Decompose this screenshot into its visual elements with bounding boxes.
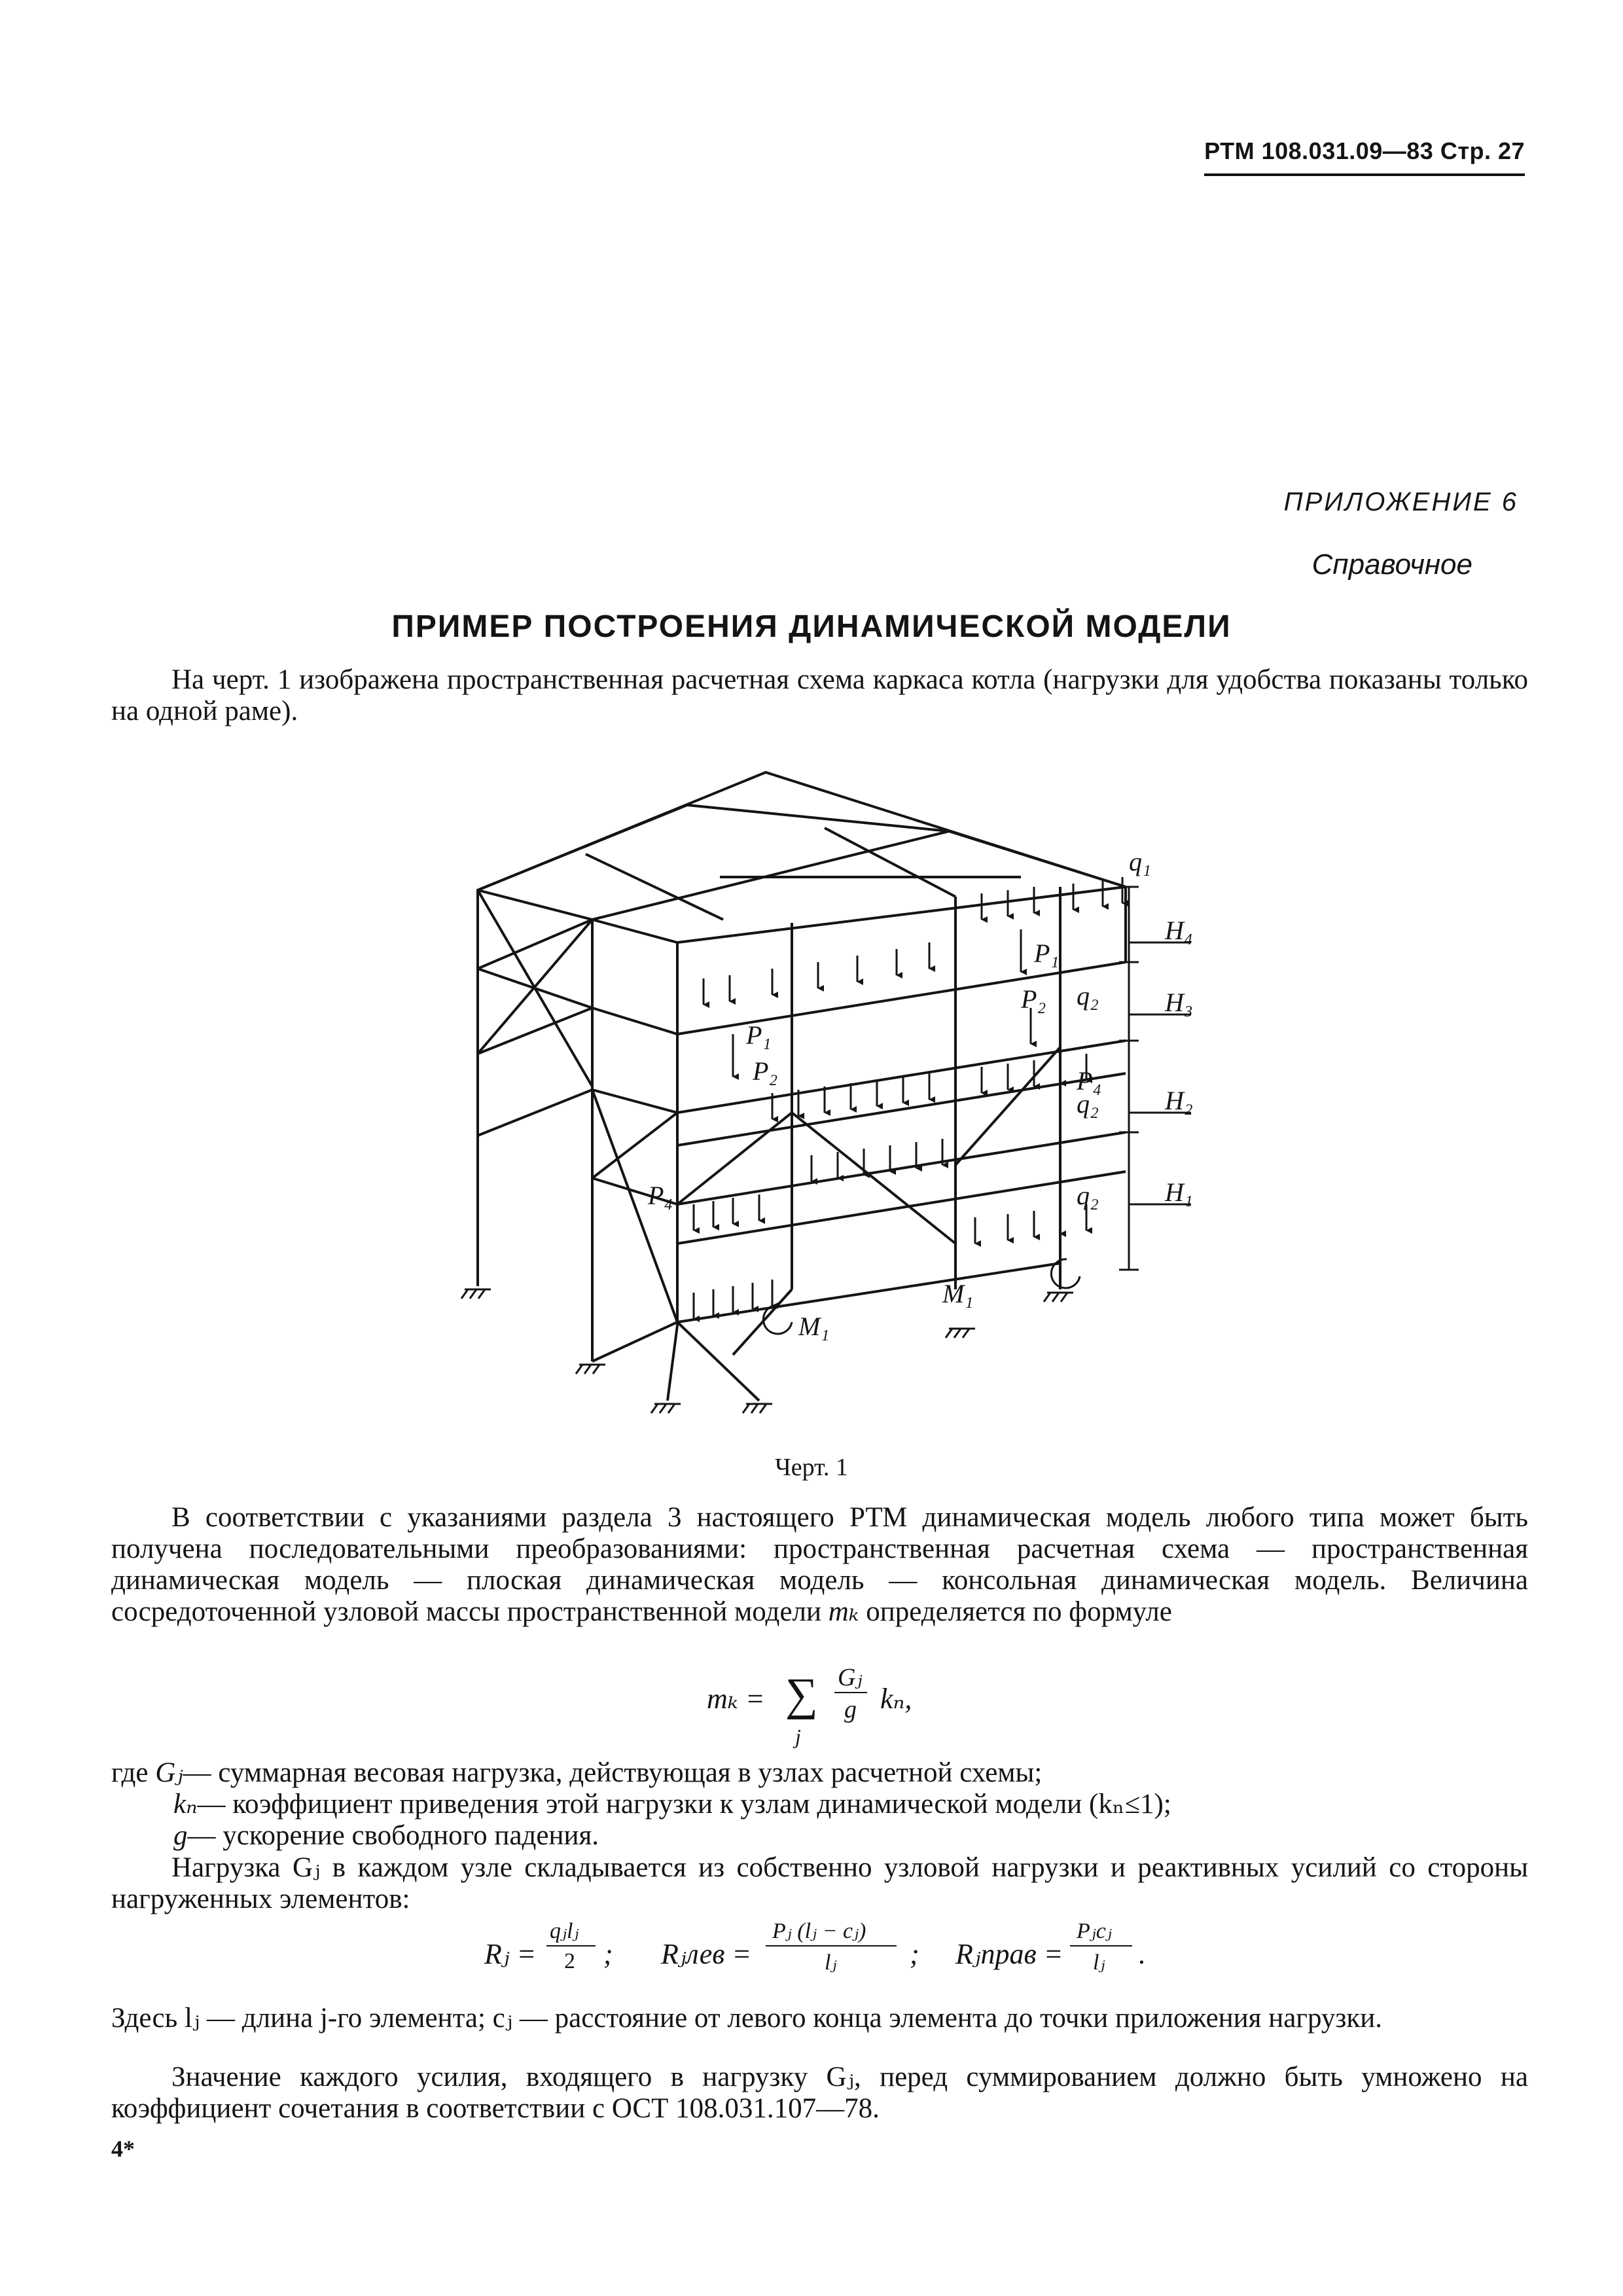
formula2-r2-den: lⱼ (825, 1950, 837, 1975)
label-h3: H₃ (1165, 988, 1193, 1017)
label-p4-right: P₄ (1077, 1066, 1102, 1096)
paragraph-4: Значение каждого усилия, входящего в нагрузку Gⱼ, перед суммированием должно быть умножено на коэффициент сочетания в соответствии с ОСТ 108.031.107—78. (111, 2062, 1528, 2124)
label-m1-left: M₁ (798, 1312, 830, 1341)
definition-symbol: kₙ (173, 1789, 198, 1820)
label-q1: q₁ (1129, 847, 1151, 876)
mass-formula (707, 1664, 969, 1748)
formula1-num: Gⱼ (838, 1664, 863, 1691)
definition-gj (111, 1757, 1528, 1789)
formula2-r2: Rⱼлев = (661, 1938, 752, 1970)
formula2-r1: Rⱼ = (484, 1938, 537, 1970)
formula2-sep1: ; (603, 1938, 613, 1970)
label-p2-right: P₂ (1021, 984, 1046, 1014)
fraction-bar (834, 1692, 867, 1693)
page-signature-mark: 4* (111, 2136, 135, 2162)
label-q2-low: q₂ (1077, 1181, 1099, 1210)
fraction-bar (1070, 1945, 1132, 1946)
formula2-r3-num: Pⱼcⱼ (1077, 1919, 1112, 1943)
paragraph-1-tail: определяется по формуле (866, 1596, 1172, 1627)
figure-caption: Черт. 1 (775, 1454, 848, 1481)
formula1-lhs: mₖ = (707, 1683, 765, 1715)
definition-g (111, 1820, 1528, 1852)
sum-index: j (795, 1725, 801, 1748)
paragraph-1 (111, 1502, 1528, 1628)
definition-text: — коэффициент приведения этой нагрузки к узлам динамической модели (kₙ≤1); (197, 1789, 1171, 1820)
formula2-sep2: ; (910, 1938, 919, 1970)
definition-symbol: Gⱼ (155, 1757, 183, 1788)
formula1-den: g (844, 1696, 857, 1723)
reaction-formulas (484, 1918, 1204, 1990)
roof-grid (478, 805, 1126, 942)
definitions-list (111, 1757, 1528, 1852)
intro-paragraph: На черт. 1 изображена пространственная расчетная схема каркаса котла (нагрузки для удобства показаны только на одной раме). (111, 664, 1528, 726)
middle-frame (592, 920, 677, 1361)
page-header: РТМ 108.031.09—83 Стр. 27 (1204, 137, 1525, 164)
formula2-end: . (1139, 1938, 1146, 1970)
paragraph-3: Здесь lⱼ — длина j-го элемента; cⱼ — расстояние от левого конца элемента до точки приложения нагрузки. (111, 2003, 1383, 2034)
definition-kn (111, 1789, 1528, 1820)
formula2-r1-num: qⱼlⱼ (550, 1919, 579, 1943)
mk-symbol: mₖ (828, 1596, 859, 1627)
appendix-label: ПРИЛОЖЕНИЕ 6 (1283, 488, 1518, 516)
formula1-rhs: kₙ, (880, 1683, 912, 1715)
paragraph-1-text: В соответствии с указаниями раздела 3 настоящего РТМ динамическая модель любого типа может быть получена последовательными преобразованиями: пространственная расчетная схема — пространственная динамическая модель — плоская динамическая модель — консольная динамическая модель. Величина сосредоточенной узловой массы пространственной модели (111, 1502, 1528, 1627)
formula2-r1-den: 2 (564, 1949, 575, 1973)
formula2-r2-num: Pⱼ (lⱼ − cⱼ) (772, 1919, 866, 1943)
definition-text: — ускорение свободного падения. (187, 1820, 599, 1851)
back-frame (478, 772, 1126, 1286)
definition-text: — суммарная весовая нагрузка, действующая в узлах расчетной схемы; (183, 1757, 1043, 1788)
label-p4-left: P₄ (648, 1181, 673, 1210)
appendix-status: Справочное (1311, 548, 1472, 581)
label-h4: H₄ (1165, 916, 1193, 945)
formula2-r3: Rⱼправ = (955, 1938, 1063, 1970)
definition-prefix: где (111, 1757, 156, 1788)
fraction-bar (546, 1945, 596, 1946)
label-p1-right: P₁ (1034, 939, 1060, 968)
formula2-r3-den: lⱼ (1093, 1950, 1105, 1975)
paragraph-2: Нагрузка Gⱼ в каждом узле складывается из собственно узловой нагрузки и реактивных усилий со стороны нагруженных элементов: (111, 1852, 1528, 1914)
label-h2: H₂ (1165, 1086, 1193, 1115)
frame-scheme-figure (366, 746, 1283, 1440)
label-p1-left: P₁ (746, 1020, 772, 1050)
definition-symbol: g (173, 1820, 188, 1851)
label-q2-mid: q₂ (1077, 1089, 1099, 1119)
header-rule (1204, 173, 1525, 176)
label-p2-left: P₂ (753, 1056, 778, 1086)
sum-sign: ∑ (785, 1670, 818, 1720)
label-m1-right: M₁ (942, 1279, 974, 1308)
label-h1: H₁ (1165, 1177, 1193, 1207)
page-title: ПРИМЕР ПОСТРОЕНИЯ ДИНАМИЧЕСКОЙ МОДЕЛИ (391, 609, 1232, 644)
fraction-bar (766, 1945, 897, 1946)
label-q2-top: q₂ (1077, 981, 1099, 1011)
